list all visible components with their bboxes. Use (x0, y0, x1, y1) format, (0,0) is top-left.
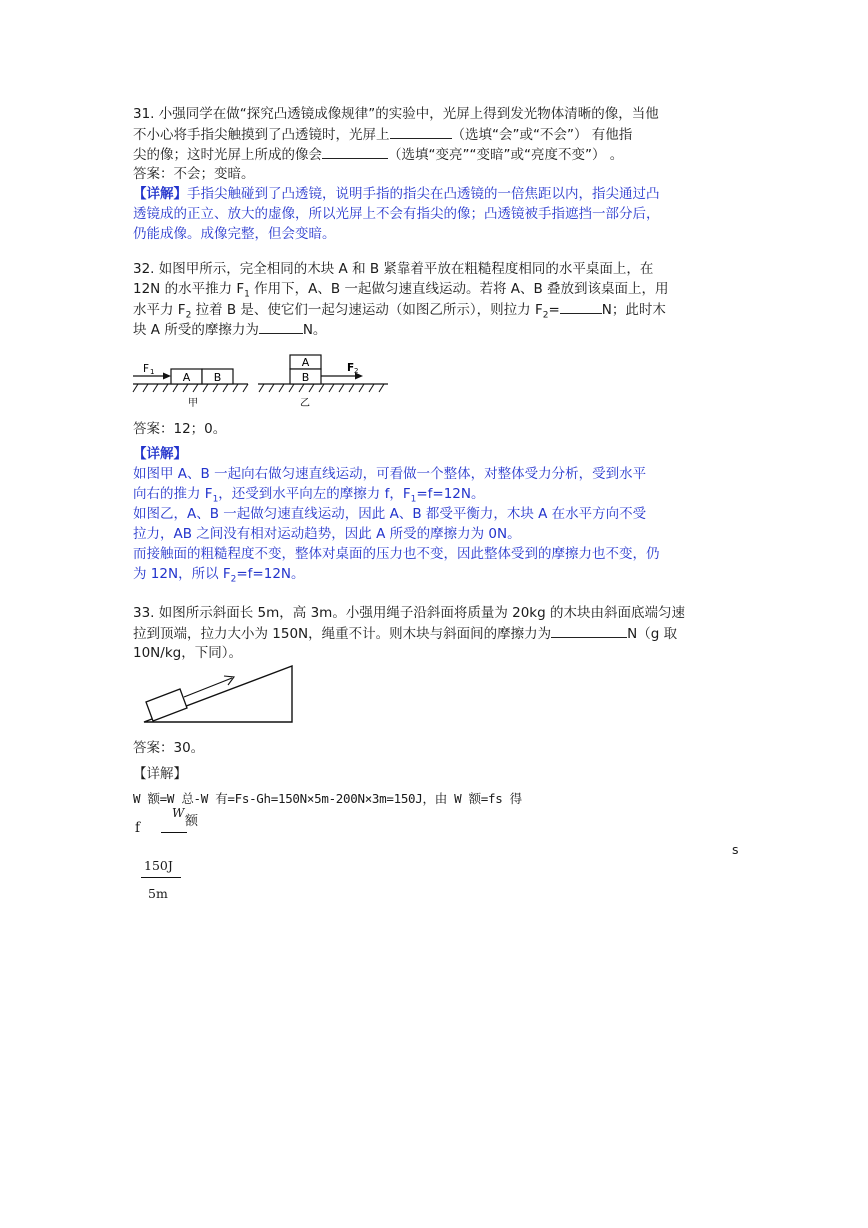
fraction-bar (141, 877, 181, 878)
q31-text: 不小心将手指尖触摸到了凸透镜时，光屏上 (133, 127, 390, 143)
answer-blank[interactable] (259, 319, 303, 334)
subscript: 2 (230, 574, 237, 585)
detail-text: 为 12N，所以 F (133, 566, 231, 582)
label-a: A (301, 356, 310, 369)
formula-f: f (135, 820, 140, 836)
label-f2: F (347, 362, 355, 374)
answer-blank[interactable] (390, 124, 452, 139)
q32-text: = (548, 302, 560, 318)
q32-text: 作用下，A、B 一起做匀速直线运动。若将 A、B 叠放到该桌面上，用 (249, 281, 669, 297)
fraction-bar (161, 832, 187, 833)
q32-detail-4: 拉力，AB 之间没有相对运动趋势，因此 A 所受的摩擦力为 0N。 (133, 526, 521, 542)
subscript: 1 (244, 289, 250, 300)
detail-text: ，还受到水平向左的摩擦力 f，F (218, 486, 411, 502)
q31-detail-3: 仍能成像。成像完整，但会变暗。 (133, 226, 336, 242)
subscript: 1 (212, 494, 219, 505)
q32-line-1: 32. 如图甲所示，完全相同的木块 A 和 B 紧靠着平放在粗糙程度相同的水平桌面上，在 (133, 261, 654, 277)
fraction-numerator: 150J (144, 858, 173, 873)
q32-text: N。 (302, 322, 327, 338)
q33-line-2 (133, 623, 677, 644)
formula-s: s (732, 842, 739, 857)
q31-line-2 (133, 124, 632, 145)
ground-hatch (259, 384, 384, 392)
q31-text: 尖的像；这时光屏上所成的像会 (133, 147, 322, 163)
formula-w: W (172, 806, 185, 820)
subscript: 2 (185, 310, 192, 321)
rope-arrow (184, 678, 232, 697)
q33-answer: 答案：30。 (133, 740, 205, 756)
label-f1: F (143, 363, 150, 375)
label-jia: 甲 (188, 398, 198, 409)
label-yi: 乙 (300, 398, 310, 409)
q31-detail-1 (133, 184, 660, 204)
q32-detail-6 (133, 564, 305, 584)
answer-blank[interactable] (551, 623, 627, 638)
q31-answer: 答案：不会；变暗。 (133, 166, 255, 182)
figure-incline (138, 664, 298, 726)
fraction-denominator: 5m (148, 886, 168, 901)
detail-text: =f=12N。 (236, 566, 305, 582)
subscript: 1 (410, 494, 417, 505)
detail-text: 手指尖触碰到了凸透镜，说明手指的指尖在凸透镜的一倍焦距以内，指尖通过凸 (187, 186, 660, 202)
label-f1-sub: 1 (150, 368, 155, 376)
q32-detail-1: 如图甲 A、B 一起向右做匀速直线运动，可看做一个整体，对整体受力分析，受到水平 (133, 466, 647, 482)
q32-text: 拉着 B 是、使它们一起匀速运动（如图乙所示），则拉力 F (191, 302, 543, 318)
label-b: B (301, 371, 310, 384)
q32-detail-2 (133, 484, 485, 504)
q31-text: （选填“变亮”“变暗”或“亮度不变”） 。 (388, 147, 624, 163)
q32-detail-3: 如图乙，A、B 一起做匀速直线运动，因此 A、B 都受平衡力，木块 A 在水平方向不受 (133, 506, 647, 522)
ground-hatch (133, 384, 248, 392)
q32-line-4 (133, 319, 326, 340)
label-f2-sub: 2 (354, 367, 359, 375)
label-a: A (182, 371, 191, 384)
wooden-block (146, 689, 187, 721)
label-b: B (213, 371, 222, 384)
q33-line-1: 33. 如图所示斜面长 5m，高 3m。小强用绳子沿斜面将质量为 20kg 的木块由斜面底端匀速 (133, 605, 685, 621)
q32-detail-tag: 【详解】 (133, 446, 187, 462)
q33-formula: W 额=W 总-W 有=Fs-Gh=150N×5m-200N×3m=150J，由 W 额=fs 得 (133, 791, 522, 806)
q33-detail-tag: 【详解】 (133, 766, 187, 782)
q32-text: 块 A 所受的摩擦力为 (133, 322, 259, 338)
figure-blocks (130, 352, 390, 414)
q33-text: 拉到顶端，拉力大小为 150N，绳重不计。则木块与斜面间的摩擦力为 (133, 626, 552, 642)
q33-line-3: 10N/kg，下同）。 (133, 645, 242, 661)
answer-blank[interactable] (560, 299, 602, 314)
detail-tag: 【详解】 (133, 186, 187, 202)
q32-detail-5: 而接触面的粗糙程度不变，整体对桌面的压力也不变，因此整体受到的摩擦力也不变，仍 (133, 546, 660, 562)
q32-text: 12N 的水平推力 F (133, 281, 245, 297)
q31-detail-2: 透镜成的正立、放大的虚像，所以光屏上不会有指尖的像；凸透镜被手指遮挡一部分后， (133, 206, 660, 222)
answer-blank[interactable] (322, 144, 388, 159)
formula-e: 额 (185, 814, 199, 829)
q31-line-3 (133, 144, 623, 165)
detail-text: =f=12N。 (416, 486, 485, 502)
q31-text: （选填“会”或“不会”） 有他指 (451, 127, 633, 143)
q32-text: 水平力 F (133, 302, 186, 318)
q32-text: N；此时木 (601, 302, 666, 318)
arrowhead (163, 373, 171, 380)
subscript: 2 (542, 310, 549, 321)
detail-text: 向右的推力 F (133, 486, 213, 502)
q32-answer: 答案：12；0。 (133, 421, 227, 437)
q32-line-3 (133, 299, 666, 320)
q33-text: N（g 取 (627, 626, 678, 642)
q32-line-2 (133, 279, 669, 299)
q31-line-1: 31. 小强同学在做“探究凸透镜成像规律”的实验中，光屏上得到发光物体清晰的像，当他 (133, 106, 659, 122)
